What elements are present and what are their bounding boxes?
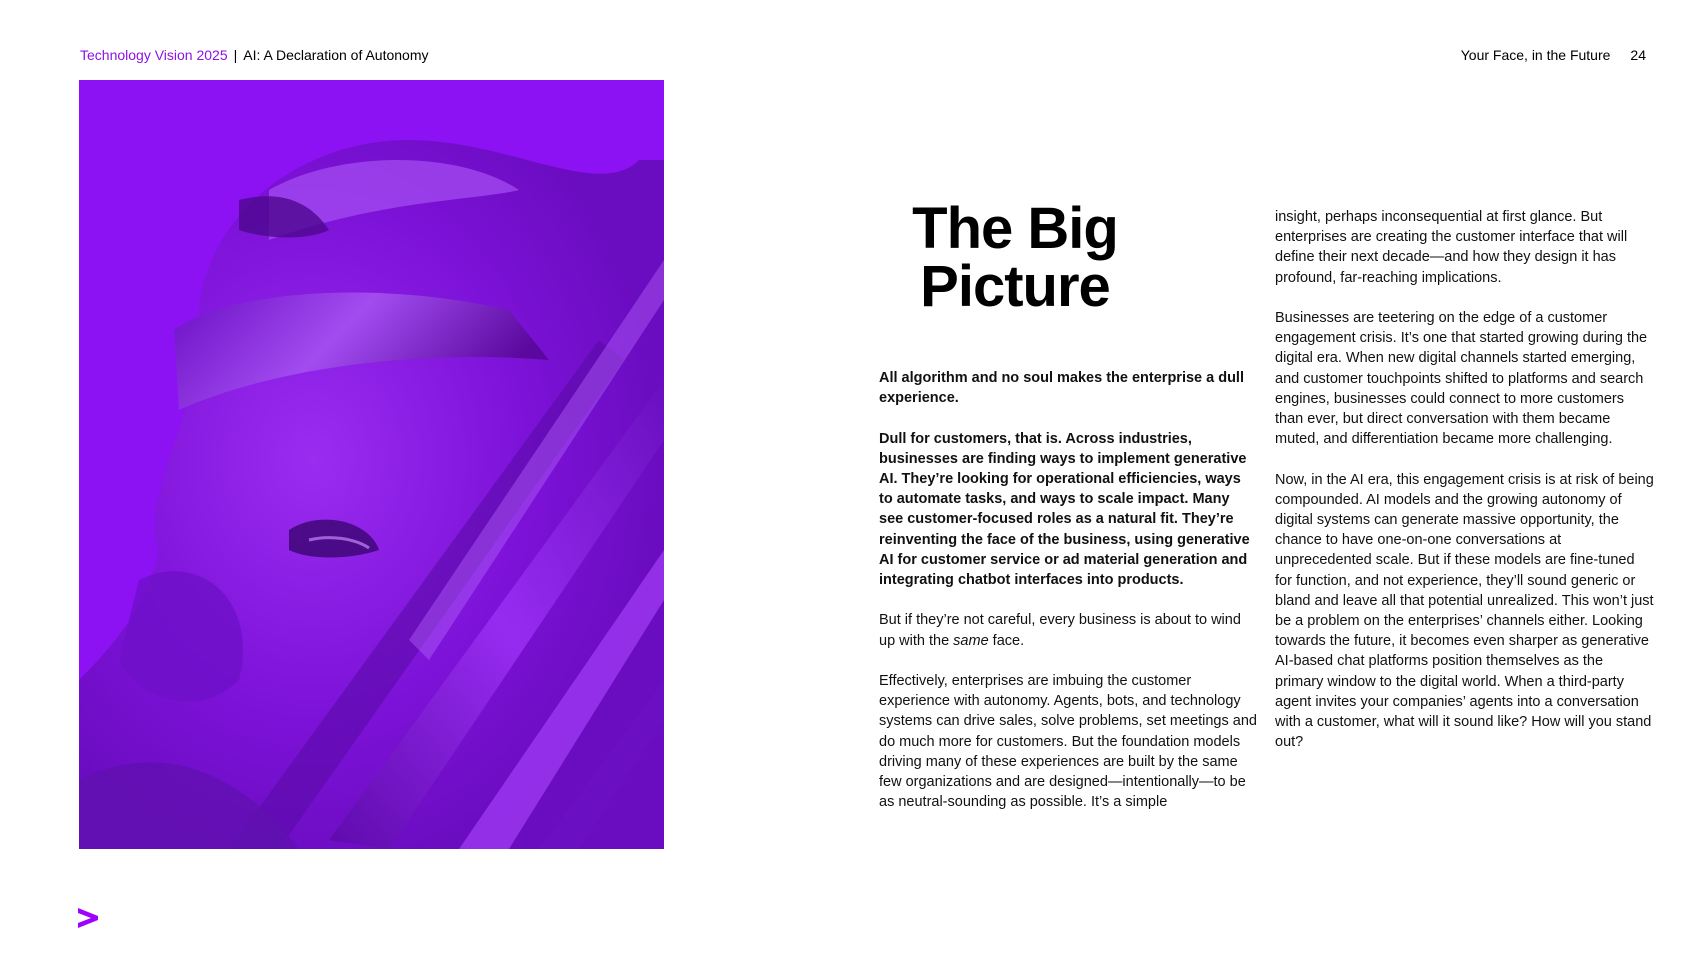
hero-image [79,80,664,849]
lead-paragraph: All algorithm and no soul makes the enterprise a dull experience. [879,370,1244,407]
same-emphasis: same [953,632,989,649]
intro-paragraph: Dull for customers, that is. Across industries, businesses are finding ways to implement generative AI. They’re looking for operational efficiencies, ways to automate tasks, and ways to scale impact. Many see customer-focused roles as a natural fit. They’re reinventing the face of the business, using generative AI for customer service or ad material generation and integrating chatbot interfaces into products. [879,430,1250,589]
section-header [1461,46,1646,64]
publication-title: Technology Vision 2025 [80,47,228,63]
header-separator: | [233,47,238,63]
page-number: 24 [1630,47,1646,63]
running-header [80,46,429,64]
section-title: Your Face, in the Future [1460,47,1611,63]
ai-era-paragraph: Now, in the AI era, this engagement crisis is at risk of being compounded. AI models and the growing autonomy of digital systems can generate massive opportunity, the chance to have one-on-one conversations at unprecedented scale. But if these models are fine-tuned for function, and not experience, they’ll sound generic or bland and leave all that potential unrealized. This won’t just be a problem on the enterprises’ channels either. Looking towards the future, it becomes even sharper as generative AI-based chat platforms position themselves as the primary window to the digital world. When a third-party agent invites your companies’ agents into a conversation with a customer, what will it sound like? How will you stand out? [1275,471,1654,751]
chevron-logo-icon [76,906,100,930]
insight-paragraph: insight, perhaps inconsequential at first glance. But enterprises are creating the customer interface that will define their next decade—and how they design it has profound, far-reaching implications. [1275,209,1628,286]
same-face-text-start: But if they’re not careful, every business is about to wind up with the [879,612,1241,649]
crisis-paragraph: Businesses are teetering on the edge of a customer engagement crisis. It’s one that started growing during the digital era. When new digital channels started emerging, and customer touchpoints shifted to platforms and search engines, businesses could connect to more customers than ever, but direct conversation with them became muted, and differentiation became more challenging. [1275,310,1648,448]
body-column-right [1275,207,1655,773]
article-title [870,196,1160,319]
autonomy-paragraph: Effectively, enterprises are imbuing the customer experience with autonomy. Agents, bots, and technology systems can drive sales, solve problems, set meetings and do much more for customers. But the foundation models driving many of these experiences are built by the same few organizations and are designed—intentionally—to be as neutral-sounding as possible. It’s a simple [879,673,1257,811]
publication-subtitle: AI: A Declaration of Autonomy [243,47,429,63]
purple-tinted-face-image [79,80,664,849]
same-face-text-end: face. [988,632,1025,649]
title-line-2: Picture [920,254,1110,319]
body-column-left [879,368,1257,833]
title-line-1: The Big [912,196,1118,261]
same-face-paragraph [879,610,1257,650]
